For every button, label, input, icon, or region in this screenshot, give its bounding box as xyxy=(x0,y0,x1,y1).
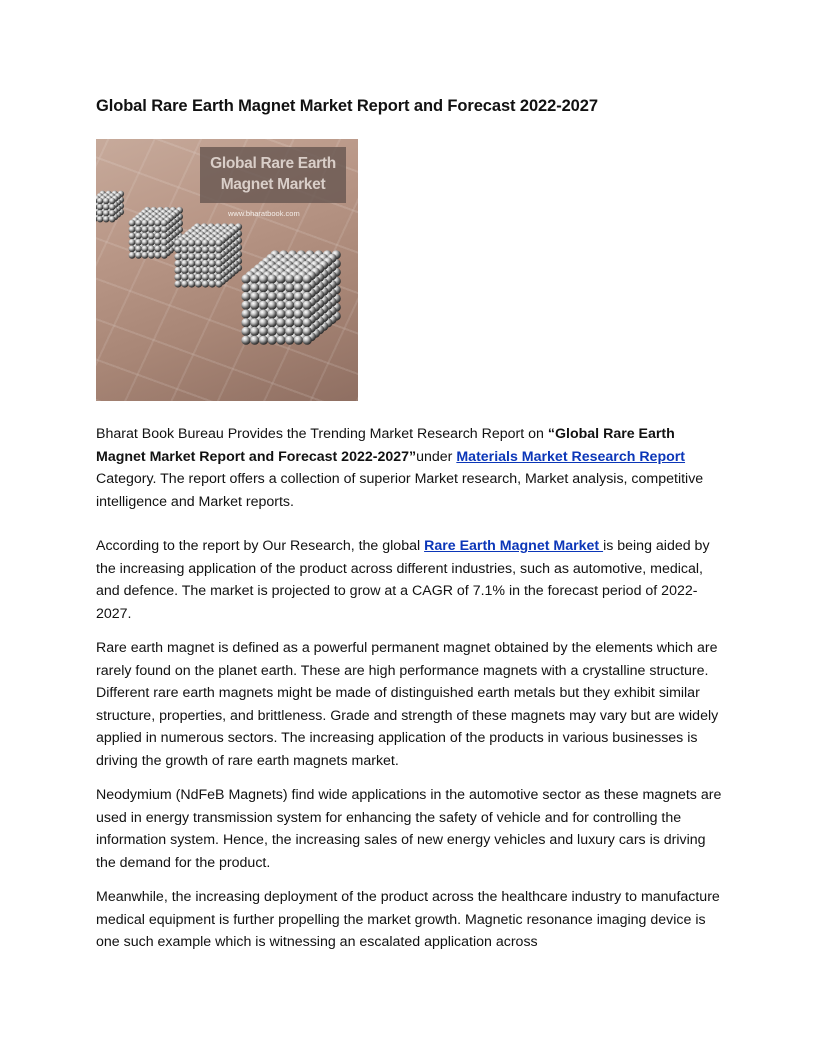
sphere-cube xyxy=(174,223,242,287)
hero-url: www.bharatbook.com xyxy=(228,209,300,218)
hero-banner xyxy=(200,147,346,203)
p1-intro: Bharat Book Bureau Provides the Trending Market Research Report on xyxy=(96,426,548,442)
paragraph-healthcare: Meanwhile, the increasing deployment of the product across the healthcare industry to manufacture medical equipment is further propelling the market growth. Magnetic resonance imaging device is one such example which is witnessing an escalated application across xyxy=(96,889,720,950)
sphere-cube xyxy=(96,191,124,223)
p1-report-title: “Global Rare Earth Magnet Market Report and Forecast 2022-2027” xyxy=(96,426,675,465)
sphere-cube xyxy=(241,250,340,345)
hero-image xyxy=(96,139,358,401)
p2-intro: According to the report by Our Research, the global xyxy=(96,538,425,554)
paragraph-definition: Rare earth magnet is defined as a powerful permanent magnet obtained by the elements which are rarely found on the planet earth. These are high performance magnets with a crystalline structure. Different rare earth magnets might be made of distinguished earth metals but they exhibit similar structure, properties, and brittleness. Grade and strength of these magnets may vary but are widely applied in numerous sectors. The increasing application of the products in various businesses is driving the growth of rare earth magnets market. xyxy=(96,640,719,769)
p2-rest: is being aided by the increasing application of the product across different industries, such as automotive, medical, and defence. The market is projected to grow at a CAGR of 7.1% in the forecast period of 2022-2027. xyxy=(96,538,710,622)
materials-category-link[interactable]: Materials Market Research Report xyxy=(456,448,686,465)
p1-rest: Category. The report offers a collection of superior Market research, Market analysis, competitive intelligence and Market reports. xyxy=(96,471,704,510)
rare-earth-magnet-market-link[interactable]: Rare Earth Magnet Market xyxy=(424,538,604,554)
hero-banner-line2: Magnet Market xyxy=(220,176,326,193)
paragraph-intro xyxy=(96,423,724,513)
paragraph-research xyxy=(96,535,724,625)
paragraph-neodymium: Neodymium (NdFeB Magnets) find wide applications in the automotive sector as these magnets are used in energy transmission system for enhancing the safety of vehicle and for controlling the information system. Hence, the increasing sales of new energy vehicles and luxury cars is driving the demand for the product. xyxy=(96,787,722,871)
p1-under: under xyxy=(416,448,457,465)
document-page xyxy=(96,92,724,954)
document-title: Global Rare Earth Magnet Market Report and Forecast 2022-2027 xyxy=(96,97,598,115)
hero-banner-line1: Global Rare Earth xyxy=(210,155,336,172)
